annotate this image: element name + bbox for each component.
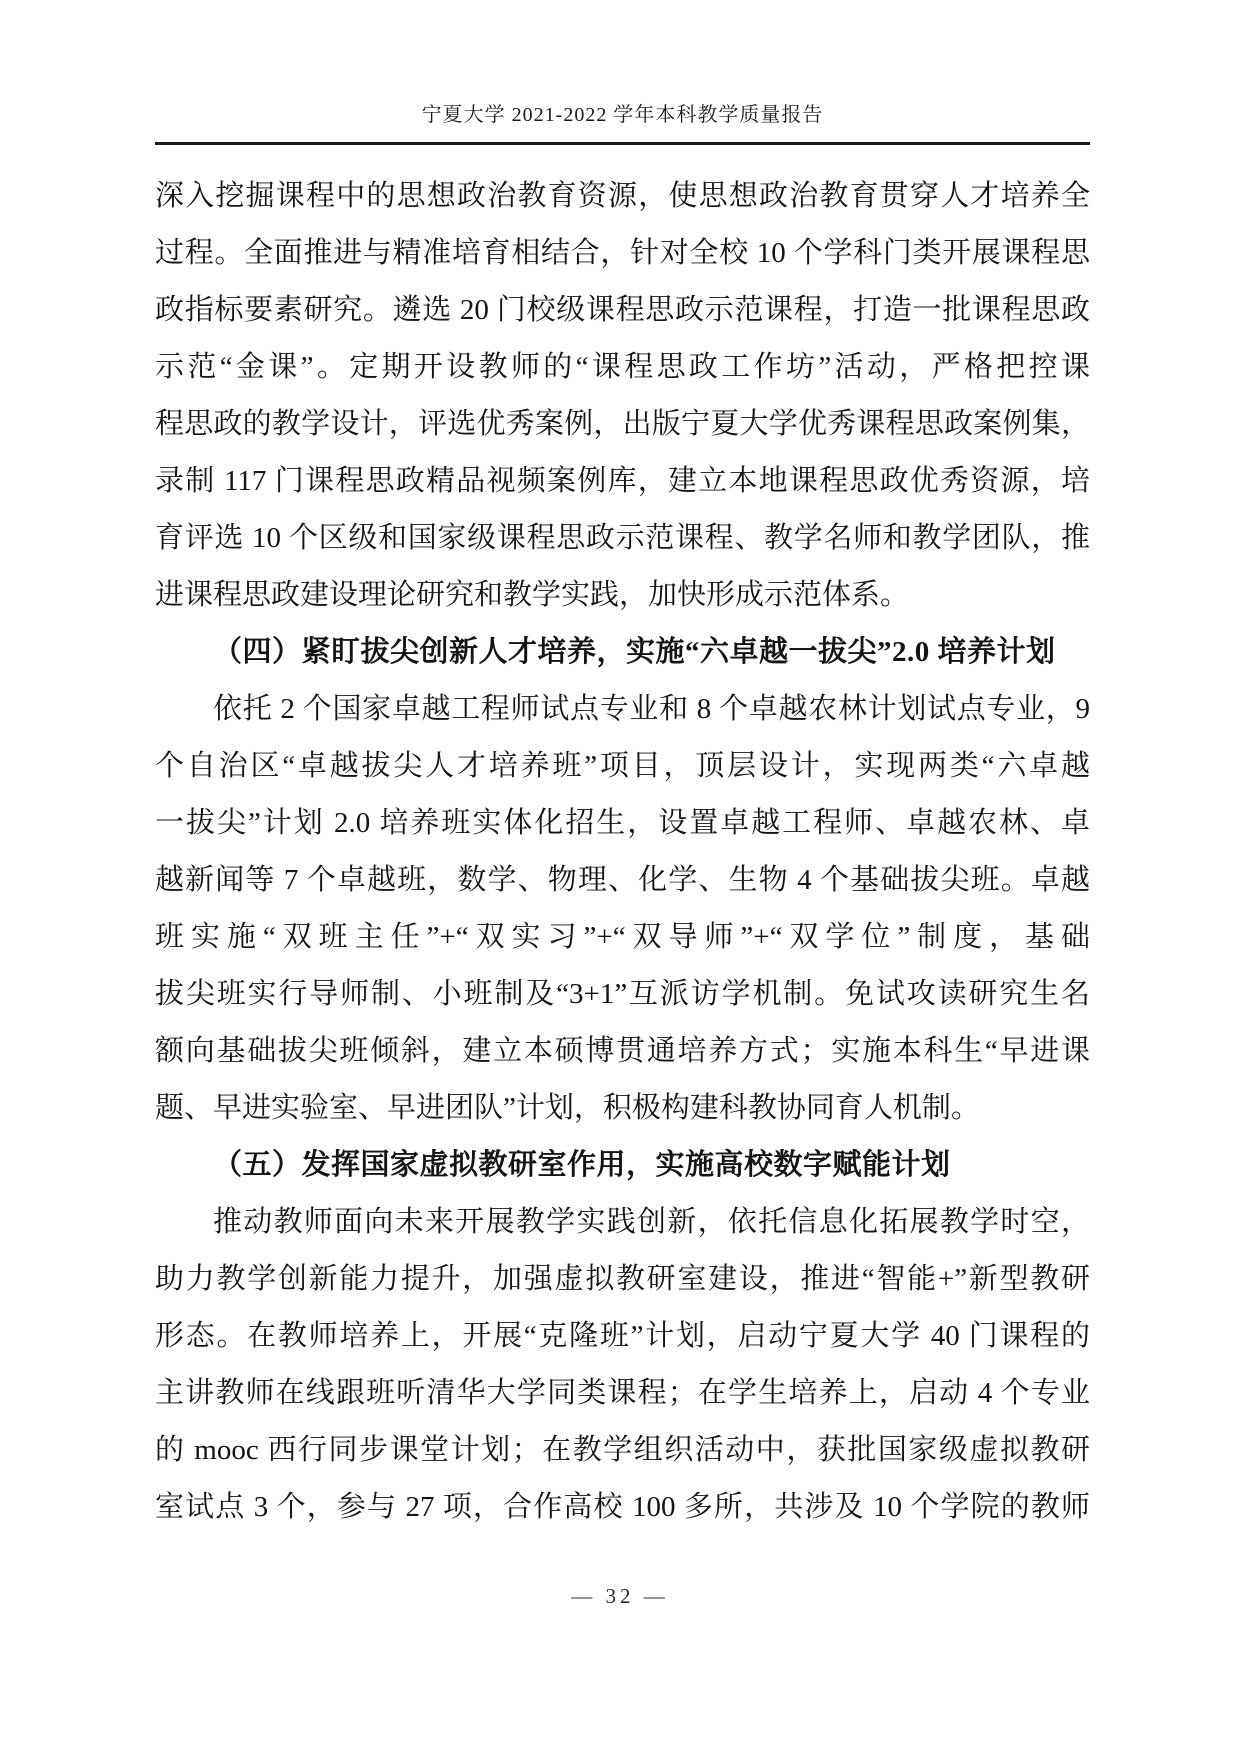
text-line: 班实施“双班主任”+“双实习”+“双导师”+“双学位”制度，基础 <box>155 921 1090 953</box>
text-line: 依托 2 个国家卓越工程师试点专业和 8 个卓越农林计划试点专业，9 <box>213 693 1090 725</box>
header-title: 宁夏大学 2021-2022 学年本科教学质量报告 <box>421 104 824 126</box>
section-heading: （四）紧盯拔尖创新人才培养，实施“六卓越一拔尖”2.0 培养计划 <box>213 636 1056 668</box>
text-line: 推动教师面向未来开展教学实践创新，依托信息化拓展教学时空， <box>213 1206 1090 1238</box>
text-line: 助力教学创新能力提升，加强虚拟教研室建设，推进“智能+”新型教研 <box>155 1263 1090 1295</box>
text-line: 越新闻等 7 个卓越班，数学、物理、化学、生物 4 个基础拔尖班。卓越 <box>155 864 1090 896</box>
text-line: 程思政的教学设计，评选优秀案例，出版宁夏大学优秀课程思政案例集， <box>155 408 1090 440</box>
text-line: 额向基础拔尖班倾斜，建立本硕博贯通培养方式；实施本科生“早进课 <box>155 1035 1090 1067</box>
text-line: 政指标要素研究。遴选 20 门校级课程思政示范课程，打造一批课程思政 <box>155 294 1090 326</box>
section-heading: （五）发挥国家虚拟教研室作用，实施高校数字赋能计划 <box>213 1149 951 1181</box>
page-number: — 32 — <box>571 1584 669 1608</box>
text-line: 育评选 10 个区级和国家级课程思政示范课程、教学名师和教学团队，推 <box>155 522 1090 554</box>
text-line: 的 mooc 西行同步课堂计划；在教学组织活动中，获批国家级虚拟教研 <box>155 1434 1090 1466</box>
text-line: 题、早进实验室、早进团队”计划，积极构建科教协同育人机制。 <box>155 1092 980 1124</box>
text-line: 示范“金课”。定期开设教师的“课程思政工作坊”活动，严格把控课 <box>155 351 1090 383</box>
text-line: 主讲教师在线跟班听清华大学同类课程；在学生培养上，启动 4 个专业 <box>155 1377 1090 1409</box>
text-line: 个自治区“卓越拔尖人才培养班”项目，顶层设计，实现两类“六卓越 <box>155 750 1090 782</box>
text-line: 室试点 3 个，参与 27 项，合作高校 100 多所，共涉及 10 个学院的教师 <box>155 1491 1090 1523</box>
document-body <box>155 168 1090 1536</box>
text-line: 过程。全面推进与精准培育相结合，针对全校 10 个学科门类开展课程思 <box>155 237 1090 269</box>
text-line: 拔尖班实行导师制、小班制及“3+1”互派访学机制。免试攻读研究生名 <box>155 978 1090 1010</box>
text-line: 一拔尖”计划 2.0 培养班实体化招生，设置卓越工程师、卓越农林、卓 <box>155 807 1090 839</box>
text-line: 录制 117 门课程思政精品视频案例库，建立本地课程思政优秀资源，培 <box>155 465 1090 497</box>
page-header <box>155 0 1090 145</box>
header-rule <box>155 142 1090 145</box>
text-line: 形态。在教师培养上，开展“克隆班”计划，启动宁夏大学 40 门课程的 <box>155 1320 1090 1352</box>
text-line: 深入挖掘课程中的思想政治教育资源，使思想政治教育贯穿人才培养全 <box>155 180 1090 212</box>
text-line: 进课程思政建设理论研究和教学实践，加快形成示范体系。 <box>155 579 910 611</box>
page-footer <box>0 1584 1240 1609</box>
